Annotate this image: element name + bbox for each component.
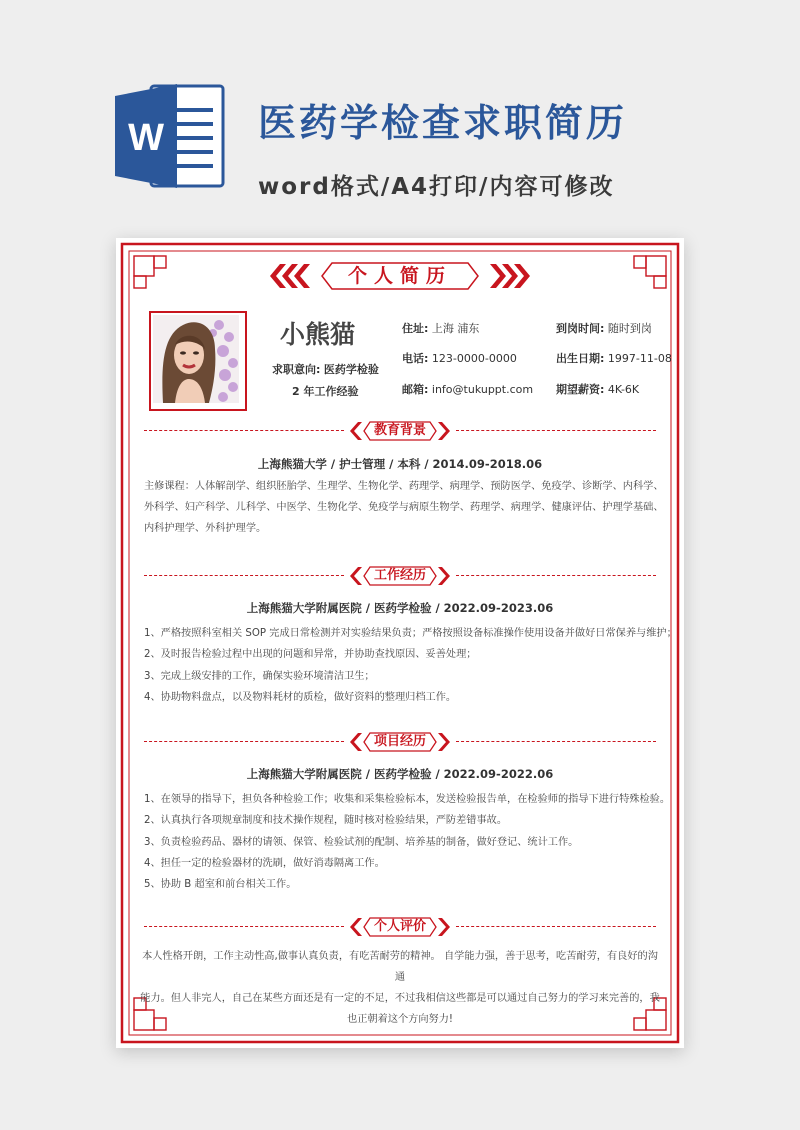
address-value: 上海 浦东	[431, 322, 480, 335]
education-label: 教育背景	[373, 423, 426, 438]
evaluation-line: 也正朝着这个方向努力!	[347, 1014, 453, 1025]
education-line: 外科学、妇产科学、儿科学、中医学、生物化学、免疫学与病原生物学、药理学、病理学、健康评估、护理学基础、	[144, 502, 664, 513]
address-label: 住址:	[402, 322, 429, 335]
portrait-image	[153, 315, 239, 403]
banner-subtitle: word格式/A4打印/内容可修改	[258, 174, 615, 200]
education-courses	[144, 476, 664, 539]
arrival-row	[556, 320, 652, 336]
project-item: 3、负责检验药品、器材的请领、保管、检验试剂的配制、培养基的制备，做好登记、统计工作。	[144, 837, 579, 848]
work-item: 4、协助物料盘点，以及物料耗材的质检，做好资料的整理归档工作。	[144, 692, 457, 703]
education-line: 内科护理学、外科护理学。	[144, 523, 267, 534]
project-item: 5、协助 B 超室和前台相关工作。	[144, 879, 297, 890]
resume-title-ribbon	[266, 258, 534, 294]
project-item: 1、在领导的指导下，担负各种检验工作；收集和采集检验标本，发送检验报告单，在检验师的指导下进行特殊检验。	[144, 794, 671, 805]
resume-title: 个人简历	[347, 265, 452, 287]
arrival-value: 随时到岗	[607, 322, 652, 335]
evaluation-section-header	[116, 915, 684, 939]
job-intent	[272, 361, 379, 377]
salary-value: 4K-6K	[607, 383, 640, 396]
work-section-header	[116, 564, 684, 588]
salary-row	[556, 381, 639, 397]
word-document-icon	[115, 82, 227, 190]
education-line: 主修课程：人体解剖学、组织胚胎学、生理学、生物化学、药理学、病理学、预防医学、免疫学、诊断学、内科学、	[144, 481, 664, 492]
email-row	[402, 381, 533, 397]
job-intent-value: 医药学检验	[323, 363, 379, 376]
email-label: 邮箱:	[402, 383, 429, 396]
education-section-header	[116, 419, 684, 443]
phone-row	[402, 350, 517, 366]
work-item: 2、及时报告检验过程中出现的问题和异常，并协助查找原因、妥善处理；	[144, 649, 477, 660]
word-icon-letter: W	[128, 117, 164, 159]
project-item: 2、认真执行各项规章制度和技术操作规程，随时核对检验结果，严防差错事故。	[144, 815, 508, 826]
evaluation-text	[138, 946, 662, 1030]
work-title: 上海熊猫大学附属医院 / 医药学检验 / 2022.09-2023.06	[246, 601, 554, 615]
address-row	[402, 320, 479, 336]
evaluation-line: 能力。但人非完人，自己在某些方面还是有一定的不足，不过我相信这些都是可以通过自己努力的学习来完善的，我	[140, 993, 660, 1004]
project-label: 项目经历	[373, 734, 426, 749]
work-item: 3、完成上级安排的工作，确保实验环境清洁卫生；	[144, 671, 375, 682]
resume-page	[116, 238, 684, 1048]
work-label: 工作经历	[373, 568, 426, 583]
profile-photo	[149, 311, 247, 411]
project-title: 上海熊猫大学附属医院 / 医药学检验 / 2022.09-2022.06	[246, 767, 554, 781]
education-title: 上海熊猫大学 / 护士管理 / 本科 / 2014.09-2018.06	[257, 457, 543, 471]
salary-label: 期望薪资:	[556, 383, 605, 396]
evaluation-label: 个人评价	[373, 919, 426, 934]
banner-title: 医药学检查求职简历	[258, 101, 628, 145]
evaluation-line: 本人性格开朗，工作主动性高,做事认真负责，有吃苦耐劳的精神。 自学能力强，善于思考，吃苦耐劳，有良好的沟通	[142, 951, 658, 983]
project-item: 4、担任一定的检验器材的洗刷，做好消毒隔离工作。	[144, 858, 385, 869]
project-section-header	[116, 730, 684, 754]
work-item: 1、严格按照科室相关 SOP 完成日常检测并对实验结果负责；严格按照设备标准操作使用设备并做好日常保养与维护；	[144, 628, 677, 639]
birth-row	[556, 350, 672, 366]
phone-label: 电话:	[402, 352, 429, 365]
email-value: info@tukuppt.com	[431, 383, 534, 396]
job-intent-label: 求职意向:	[272, 363, 321, 376]
birth-label: 出生日期:	[556, 352, 605, 365]
arrival-label: 到岗时间:	[556, 322, 605, 335]
birth-value: 1997-11-08	[607, 352, 672, 365]
work-experience-years: 2 年工作经验	[292, 385, 359, 398]
candidate-name: 小熊猫	[280, 320, 356, 349]
phone-value: 123-0000-0000	[431, 352, 517, 365]
